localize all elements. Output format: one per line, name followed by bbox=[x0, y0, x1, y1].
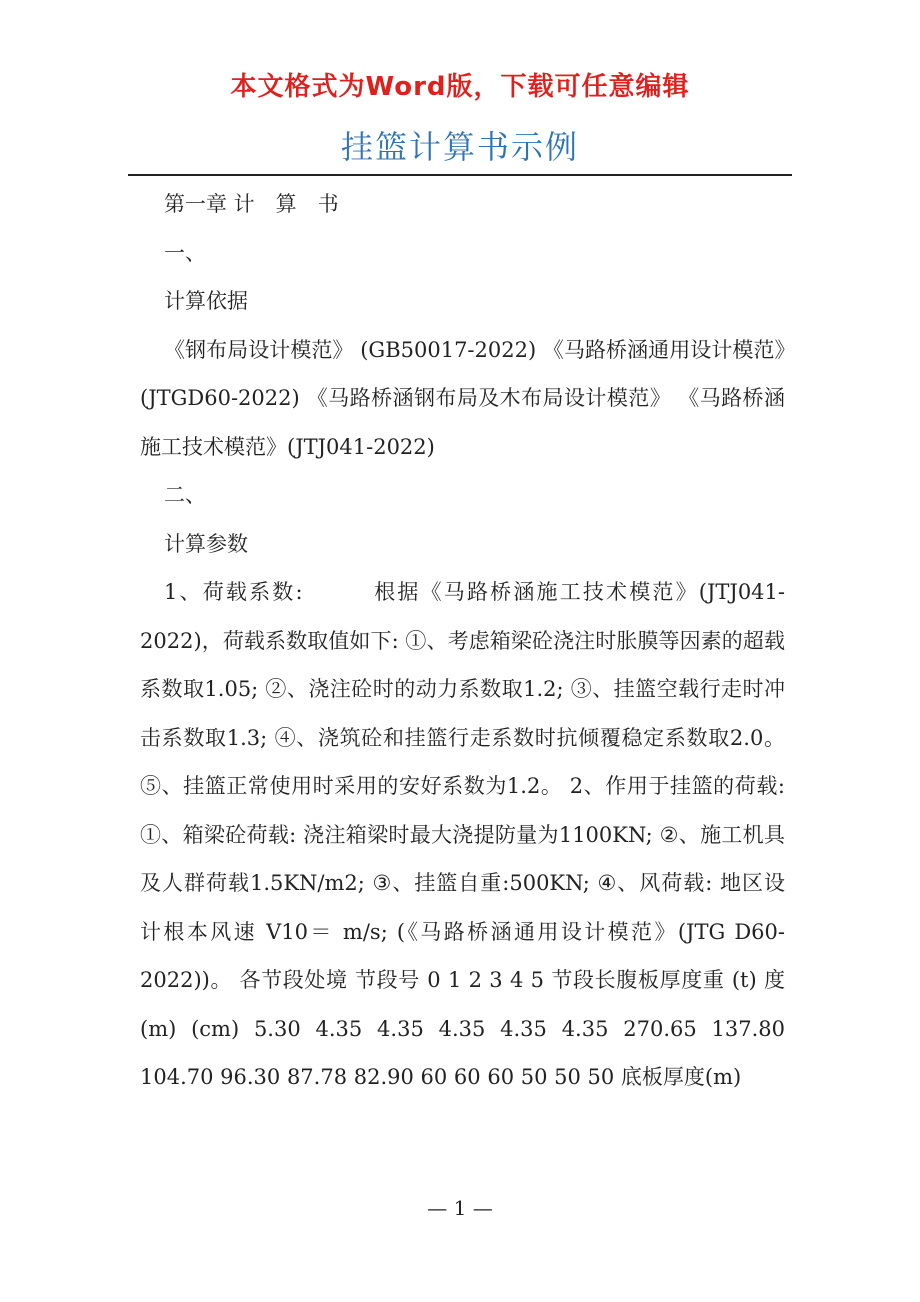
page-number: — 1 — bbox=[427, 1196, 493, 1220]
document-body bbox=[140, 180, 785, 1102]
document-title: 挂篮计算书示例 bbox=[340, 128, 579, 166]
download-banner: 本文格式为Word版，下载可任意编辑 bbox=[230, 72, 690, 102]
paragraph-load-factors: 1、荷载系数: 根据《马路桥涵施工技术模范》(JTJ041-2022)，荷载系数取值如下: ①、考虑箱梁砼浇注时胀膜等因素的超载系数取1.05; ②、浇注砼时的动力系数取1.2; ③、挂篮空载行走时冲击系数取1.3; ④、浇筑砼和挂篮行走系数时抗倾覆稳定系数取2.0。 ⑤、挂篮正常使用时采用的安好系数为1.2。 2、作用于挂篮的荷载: ①、箱梁砼荷载: 浇注箱梁时最大浇提防量为1100KN; ②、施工机具及人群荷载1.5KN/m2; ③、挂篮自重:500KN; ④、风荷载: 地区设计根本风速 V10＝ m/s; (《马路桥涵通用设计模范》(JTG D60-2022))。 各节段处境 节段号 0 1 2 3 4 5 节段长腹板厚度重 (t) 度 (m) (cm) 5.30 4.35 4.35 4.35 4.35 4.35 270.65 137.80 104.70 96.30 87.78 82.90 60 60 60 50 50 50 底板厚度(m) bbox=[140, 580, 785, 1089]
title-divider bbox=[128, 174, 792, 176]
paragraph-standards: 《钢布局设计模范》 (GB50017-2022) 《马路桥涵通用设计模范》(JTGD60-2022) 《马路桥涵钢布局及木布局设计模范》 《马路桥涵施工技术模范》(JTJ041-2022) bbox=[140, 337, 785, 459]
section-number-2: 二、 bbox=[164, 483, 206, 507]
chapter-heading: 第一章 计 算 书 bbox=[164, 192, 339, 216]
section-number-1: 一、 bbox=[164, 240, 206, 265]
section-heading-parameters: 计算参数 bbox=[164, 531, 248, 556]
section-heading-basis: 计算依据 bbox=[164, 289, 248, 313]
